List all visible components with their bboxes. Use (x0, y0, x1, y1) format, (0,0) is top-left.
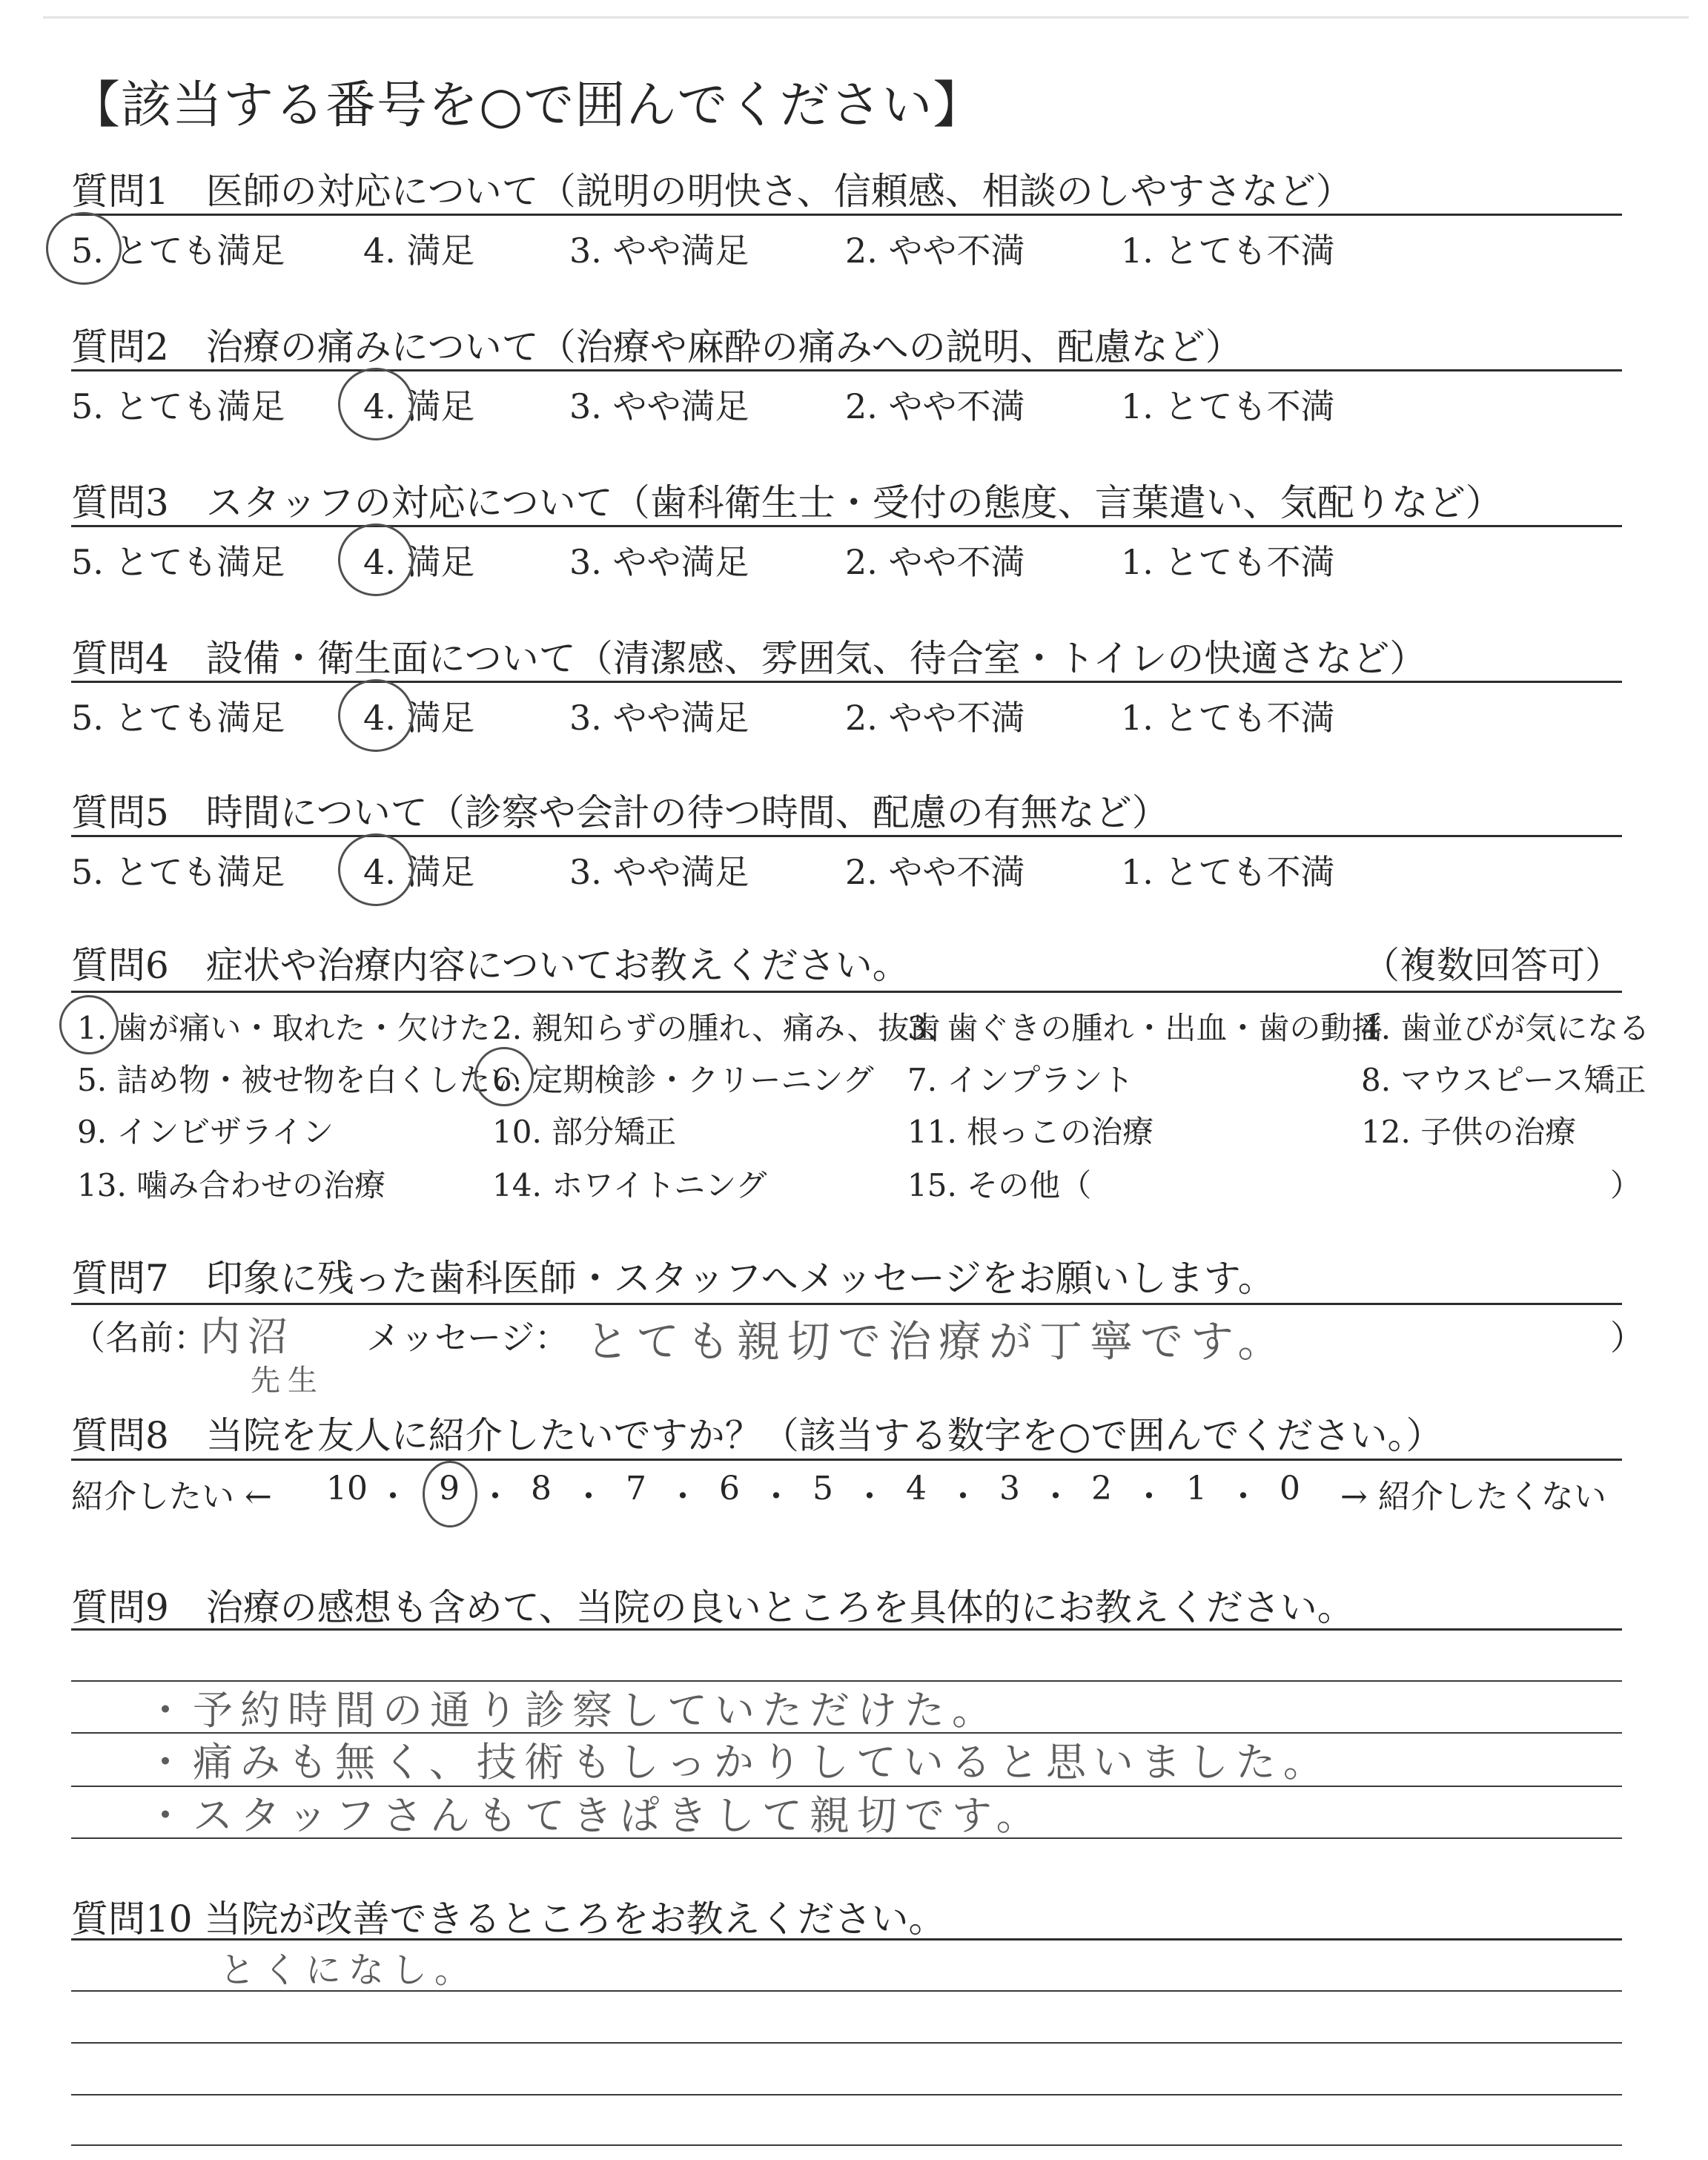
q4-selection-circle (338, 679, 414, 752)
q1-selection-circle (46, 212, 122, 285)
q4-option-2[interactable]: 2. やや不満 (845, 698, 1025, 738)
q2-option-4[interactable]: 4. 満足 (363, 386, 475, 426)
q6-option-8[interactable]: 8. マウスピース矯正 (1361, 1062, 1646, 1098)
q2-option-1[interactable]: 1. とても不満 (1121, 386, 1335, 426)
q8-scale-8[interactable]: 8 (531, 1470, 552, 1507)
q8-separator: ・ (947, 1478, 979, 1516)
q8-separator: ・ (666, 1478, 699, 1516)
q6-option-3[interactable]: 3. 歯ぐきの腫れ・出血・歯の動揺 (907, 1010, 1383, 1046)
q8-scale-4[interactable]: 4 (906, 1470, 927, 1507)
q4-option-5[interactable]: 5. とても満足 (71, 698, 285, 738)
q8-separator: ・ (1133, 1478, 1165, 1516)
q6-rule (71, 991, 1622, 993)
q6-option-6[interactable]: 6. 定期検診・クリーニング (492, 1062, 874, 1098)
q5-rule (71, 835, 1622, 837)
q9-title: 質問9 治療の感想も含めて、当院の良いところを具体的にお教えください。 (71, 1586, 1354, 1629)
q5-option-4[interactable]: 4. 満足 (363, 852, 475, 892)
q7-name-handwriting: 内沼 (200, 1313, 295, 1360)
q6-selection-circle (474, 1047, 534, 1106)
q5-selection-circle (338, 833, 414, 906)
q3-option-5[interactable]: 5. とても満足 (71, 542, 285, 582)
q8-separator: ・ (853, 1478, 886, 1516)
q8-separator: ・ (377, 1478, 409, 1516)
q7-rule (71, 1303, 1622, 1305)
q8-separator: ・ (479, 1478, 512, 1516)
q5-option-5[interactable]: 5. とても満足 (71, 852, 285, 892)
q5-title: 質問5 時間について（診察や会計の待つ時間、配慮の有無など） (71, 791, 1169, 834)
q6-selection-circle (59, 995, 119, 1054)
q10-answer-line (71, 2042, 1622, 2044)
q8-right-label: → 紹介したくない (1340, 1478, 1606, 1516)
q2-title: 質問2 治療の痛みについて（治療や麻酔の痛みへの説明、配慮など） (71, 326, 1242, 369)
q9-answer-handwriting: ・スタッフさんもてきぱきして親切です。 (145, 1792, 1044, 1839)
q6-option-15[interactable]: 15. その他（ (907, 1167, 1092, 1203)
q6-option-5[interactable]: 5. 詰め物・被せ物を白くしたい (77, 1062, 522, 1098)
q6-option-4[interactable]: 4. 歯並びが気になる (1361, 1010, 1650, 1046)
q4-rule (71, 681, 1622, 683)
q7-message-handwriting: とても親切で治療が丁寧です。 (586, 1316, 1288, 1367)
q1-option-4[interactable]: 4. 満足 (363, 231, 475, 271)
q7-close: ） (1610, 1318, 1644, 1358)
q6-title: 質問6 症状や治療内容についてお教えください。 (71, 944, 910, 987)
q9-answer-handwriting: ・予約時間の通り診察していただけた。 (145, 1687, 999, 1734)
instruction-header: 【該当する番号を○で囲んでください】 (70, 76, 984, 135)
q8-separator: ・ (1227, 1478, 1260, 1516)
q10-answer-line (71, 2094, 1622, 2095)
q3-option-1[interactable]: 1. とても不満 (1121, 542, 1335, 582)
q8-scale-9[interactable]: 9 (439, 1470, 460, 1507)
q7-name-label: （名前： (71, 1318, 208, 1358)
q3-selection-circle (338, 524, 414, 596)
q6-note: （複数回答可） (1363, 944, 1622, 987)
q4-option-3[interactable]: 3. やや満足 (569, 698, 749, 738)
q8-scale-7[interactable]: 7 (626, 1470, 646, 1507)
q8-separator: ・ (572, 1478, 605, 1516)
q5-option-1[interactable]: 1. とても不満 (1121, 852, 1335, 892)
q5-option-2[interactable]: 2. やや不満 (845, 852, 1025, 892)
q7-message-label: メッセージ： (366, 1318, 569, 1358)
q2-option-2[interactable]: 2. やや不満 (845, 386, 1025, 426)
q8-rule (71, 1459, 1622, 1461)
q6-option-1[interactable]: 1. 歯が痛い・取れた・欠けた (77, 1010, 491, 1046)
q3-option-2[interactable]: 2. やや不満 (845, 542, 1025, 582)
q10-answer-handwriting: とくになし。 (219, 1949, 478, 1991)
q1-option-1[interactable]: 1. とても不満 (1121, 231, 1335, 271)
q10-answer-line (71, 2144, 1622, 2146)
q4-option-4[interactable]: 4. 満足 (363, 698, 475, 738)
q6-option-2[interactable]: 2. 親知らずの腫れ、痛み、抜歯 (492, 1010, 941, 1046)
q2-selection-circle (338, 368, 414, 440)
q6-option-12[interactable]: 12. 子供の治療 (1361, 1114, 1577, 1150)
q1-option-5[interactable]: 5. とても満足 (71, 231, 285, 271)
q8-scale-0[interactable]: 0 (1280, 1470, 1300, 1507)
q7-title: 質問7 印象に残った歯科医師・スタッフへメッセージをお願いします。 (71, 1257, 1275, 1300)
top-divider (43, 16, 1689, 19)
q8-title: 質問8 当院を友人に紹介したいですか？（該当する数字を○で囲んでください。） (71, 1414, 1443, 1457)
q9-answer-handwriting: ・痛みも無く、技術もしっかりしていると思いました。 (145, 1739, 1331, 1786)
q9-rule (71, 1628, 1622, 1631)
q6-option-14[interactable]: 14. ホワイトニング (492, 1167, 767, 1203)
q2-rule (71, 369, 1622, 371)
q6-option-7[interactable]: 7. インプラント (907, 1062, 1134, 1098)
q6-other-close: ） (1610, 1167, 1642, 1203)
q1-option-2[interactable]: 2. やや不満 (845, 231, 1025, 271)
q3-title: 質問3 スタッフの対応について（歯科衛生士・受付の態度、言葉遣い、気配りなど） (71, 481, 1503, 524)
q8-scale-6[interactable]: 6 (719, 1470, 740, 1507)
q8-scale-10[interactable]: 10 (326, 1470, 368, 1507)
q7-name-suffix-handwriting: 先生 (251, 1364, 325, 1398)
q3-option-3[interactable]: 3. やや満足 (569, 542, 749, 582)
q3-option-4[interactable]: 4. 満足 (363, 542, 475, 582)
q4-option-1[interactable]: 1. とても不満 (1121, 698, 1335, 738)
q8-separator: ・ (1039, 1478, 1072, 1516)
q10-title: 質問10 当院が改善できるところをお教えください。 (71, 1898, 946, 1941)
q6-option-9[interactable]: 9. インビザライン (77, 1114, 334, 1150)
q8-scale-2[interactable]: 2 (1091, 1470, 1112, 1507)
q6-option-13[interactable]: 13. 噛み合わせの治療 (77, 1167, 386, 1203)
q10-rule (71, 1938, 1622, 1941)
q5-option-3[interactable]: 3. やや満足 (569, 852, 749, 892)
q8-selection-circle (423, 1461, 477, 1527)
q4-title: 質問4 設備・衛生面について（清潔感、雰囲気、待合室・トイレの快適さなど） (71, 637, 1427, 680)
q6-option-11[interactable]: 11. 根っこの治療 (907, 1114, 1154, 1150)
q8-scale-1[interactable]: 1 (1186, 1470, 1207, 1507)
q8-separator: ・ (760, 1478, 792, 1516)
q1-option-3[interactable]: 3. やや満足 (569, 231, 749, 271)
q1-title: 質問1 医師の対応について（説明の明快さ、信頼感、相談のしやすさなど） (71, 170, 1353, 213)
q8-left-label: 紹介したい ← (71, 1478, 272, 1516)
q3-rule (71, 525, 1622, 527)
q1-rule (71, 214, 1622, 216)
q2-option-3[interactable]: 3. やや満足 (569, 386, 749, 426)
q2-option-5[interactable]: 5. とても満足 (71, 386, 285, 426)
q8-scale-5[interactable]: 5 (812, 1470, 833, 1507)
q6-option-10[interactable]: 10. 部分矯正 (492, 1114, 677, 1150)
q8-scale-3[interactable]: 3 (999, 1470, 1020, 1507)
